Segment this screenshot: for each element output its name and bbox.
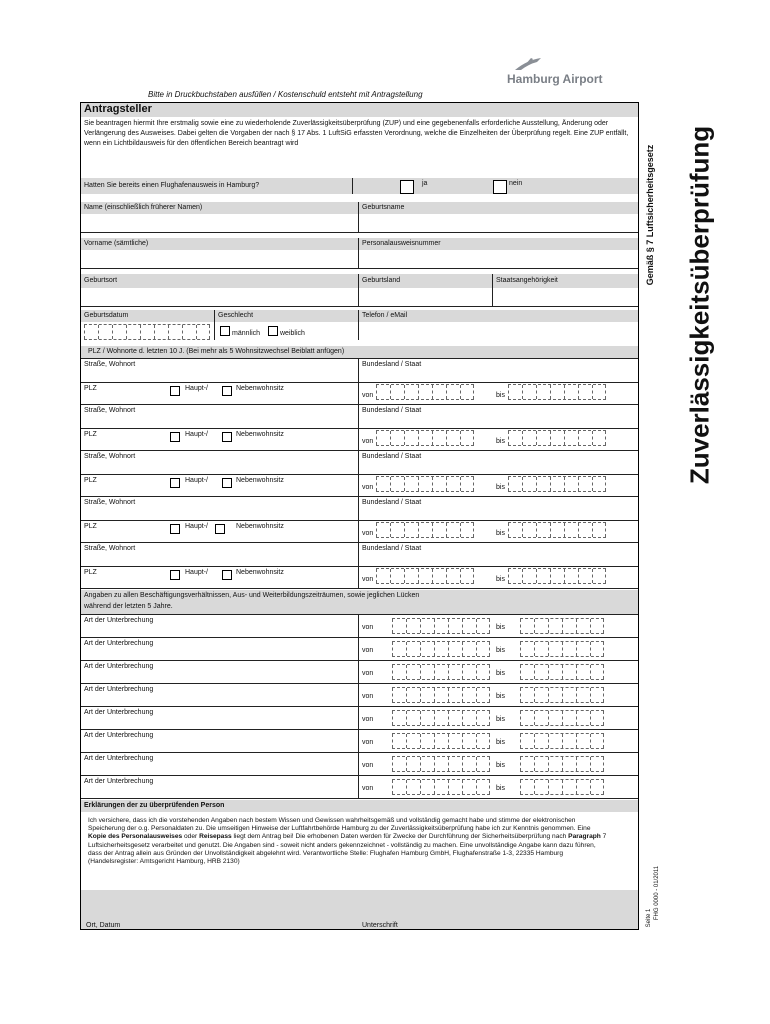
main-residence-label: Haupt-/ xyxy=(185,431,208,438)
to-label: bis xyxy=(496,739,505,746)
to-label: bis xyxy=(496,647,505,654)
divider xyxy=(81,450,638,451)
declaration-text xyxy=(88,817,608,866)
from-label: von xyxy=(362,739,374,746)
secondary-residence-label: Nebenwohnsitz xyxy=(236,523,284,530)
divider xyxy=(358,450,359,496)
birth-name-label: Geburtsname xyxy=(362,204,405,211)
female-checkbox[interactable] xyxy=(268,326,278,336)
to-date-field[interactable] xyxy=(520,687,604,703)
state-label: Bundesland / Staat xyxy=(362,453,422,460)
divider xyxy=(358,614,359,637)
divider xyxy=(81,382,638,383)
to-label: bis xyxy=(496,530,505,537)
first-name-label-bar xyxy=(81,238,638,250)
divider xyxy=(358,404,359,450)
state-field[interactable] xyxy=(360,462,637,474)
state-label: Bundesland / Staat xyxy=(362,545,422,552)
divider xyxy=(214,310,215,340)
to-label: bis xyxy=(496,392,505,399)
main-residence-checkbox[interactable] xyxy=(170,386,180,396)
divider xyxy=(81,566,638,567)
from-label: von xyxy=(362,530,374,537)
form-code: FHG 0000 - 01/2011 xyxy=(654,865,660,921)
divider xyxy=(358,542,359,588)
phone-field[interactable] xyxy=(359,322,638,340)
from-date-field[interactable] xyxy=(376,476,474,492)
to-date-field[interactable] xyxy=(520,733,604,749)
divider xyxy=(81,637,638,638)
to-date-field[interactable] xyxy=(508,384,606,400)
yes-checkbox[interactable] xyxy=(400,180,414,194)
secondary-residence-label: Nebenwohnsitz xyxy=(236,477,284,484)
declaration-part: Ich versichere, dass ich die vorstehenden Angaben nach bestem Wissen und Gewissen wahrheitsgemäß und vollständig gemacht habe und stimme der elektronischen Speicherung der o.g. Personaldaten zu. Die umseitigen Hinweise der Luftfahrtbehörde Hamburg zu der Zuverlässigkeitsüberprüfung habe ich zur Kenntnis genommen. Eine xyxy=(88,817,591,833)
street-field[interactable] xyxy=(82,416,357,428)
gender-label: Geschlecht xyxy=(218,312,254,319)
interruption-type-label: Art der Unterbrechung xyxy=(84,709,154,716)
street-field[interactable] xyxy=(82,462,357,474)
divider xyxy=(358,660,359,683)
from-date-field[interactable] xyxy=(376,522,474,538)
from-label: von xyxy=(362,647,374,654)
side-subtitle-wrap xyxy=(640,120,660,315)
divider xyxy=(81,798,638,799)
applicant-heading: Antragsteller xyxy=(84,103,152,115)
divider xyxy=(81,404,638,405)
airport-logo xyxy=(505,56,615,96)
page-info xyxy=(643,858,667,928)
to-date-field[interactable] xyxy=(508,522,606,538)
applicant-intro: Sie beantragen hiermit Ihre erstmalig sowie eine zu wiederholende Zuverlässigkeitsüberprüfung (ZUP) und eine gegebenenfalls erforderliche Ausstellung, Änderung oder Verlängerung des Ausweises. Dabei gelten die Vorgaben der nach § 17 Abs. 1 LuftSiG erfassten Verordnung, welche die Einzelheiten der Überprüfung regelt. Eine ZUP entfällt, wenn ein Lichtbildausweis für den öffentlichen Bereich beantragt wird xyxy=(84,120,629,147)
street-label: Straße, Wohnort xyxy=(84,453,136,460)
nationality-label: Staatsangehörigkeit xyxy=(496,277,558,284)
secondary-residence-checkbox[interactable] xyxy=(222,386,232,396)
divider xyxy=(358,496,359,542)
male-label: männlich xyxy=(232,330,261,337)
interruption-type-label: Art der Unterbrechung xyxy=(84,755,154,762)
divider xyxy=(81,306,638,307)
name-label: Name (einschließlich früherer Namen) xyxy=(84,204,203,211)
secondary-residence-label: Nebenwohnsitz xyxy=(236,385,284,392)
zip-label: PLZ xyxy=(84,569,97,576)
residence-heading: PLZ / Wohnorte d. letzten 10 J. (Bei mehr als 5 Wohnsitzwechsel Beiblatt anfügen) xyxy=(88,348,345,355)
street-label: Straße, Wohnort xyxy=(84,407,136,414)
secondary-residence-checkbox[interactable] xyxy=(222,478,232,488)
birth-date-label-bar xyxy=(81,310,638,322)
yes-label: ja xyxy=(422,180,428,187)
zip-label: PLZ xyxy=(84,523,97,530)
secondary-residence-checkbox[interactable] xyxy=(215,524,225,534)
main-residence-checkbox[interactable] xyxy=(170,570,180,580)
employment-heading: Angaben zu allen Beschäftigungsverhältnissen, Aus- und Weiterbildungszeiträumen, sowie jeglichen Lücken xyxy=(84,592,420,599)
to-date-field[interactable] xyxy=(508,568,606,584)
id-number-label: Personalausweisnummer xyxy=(362,240,441,247)
divider xyxy=(81,706,638,707)
to-date-field[interactable] xyxy=(508,430,606,446)
divider xyxy=(81,496,638,497)
first-name-label: Vorname (sämtliche) xyxy=(84,240,149,247)
from-label: von xyxy=(362,392,374,399)
street-field[interactable] xyxy=(82,370,357,382)
from-date-field[interactable] xyxy=(392,710,490,726)
from-date-field[interactable] xyxy=(392,756,490,772)
divider xyxy=(358,683,359,706)
to-date-field[interactable] xyxy=(520,710,604,726)
interruption-type-field[interactable] xyxy=(82,763,357,774)
birth-country-label: Geburtsland xyxy=(362,277,401,284)
main-residence-checkbox[interactable] xyxy=(170,478,180,488)
from-date-field[interactable] xyxy=(376,430,474,446)
side-title xyxy=(680,105,720,505)
main-residence-label: Haupt-/ xyxy=(185,385,208,392)
street-label: Straße, Wohnort xyxy=(84,361,136,368)
employment-heading-2: während der letzten 5 Jahre. xyxy=(84,603,173,610)
birth-place-label: Geburtsort xyxy=(84,277,118,284)
id-number-field[interactable] xyxy=(359,250,638,268)
divider xyxy=(358,706,359,729)
signature-field[interactable] xyxy=(360,893,630,919)
to-label: bis xyxy=(496,484,505,491)
secondary-residence-checkbox[interactable] xyxy=(222,432,232,442)
state-label: Bundesland / Staat xyxy=(362,407,422,414)
form-title: Zuverlässigkeitsüberprüfung xyxy=(684,125,715,485)
secondary-residence-label: Nebenwohnsitz xyxy=(236,431,284,438)
from-label: von xyxy=(362,670,374,677)
from-date-field[interactable] xyxy=(376,384,474,400)
from-label: von xyxy=(362,576,374,583)
divider xyxy=(358,775,359,798)
interruption-type-label: Art der Unterbrechung xyxy=(84,663,154,670)
divider xyxy=(81,542,638,543)
applicant-heading-bar xyxy=(81,103,638,117)
logo-text: Hamburg Airport xyxy=(507,72,603,86)
nationality-field[interactable] xyxy=(493,288,638,306)
from-date-field[interactable] xyxy=(392,687,490,703)
page-number: Seite 1 xyxy=(646,908,652,928)
divider xyxy=(81,232,638,233)
state-field[interactable] xyxy=(360,508,637,520)
divider xyxy=(358,637,359,660)
from-label: von xyxy=(362,693,374,700)
from-date-field[interactable] xyxy=(392,664,490,680)
from-date-field[interactable] xyxy=(392,779,490,795)
to-label: bis xyxy=(496,576,505,583)
divider xyxy=(81,428,638,429)
divider xyxy=(81,614,638,615)
main-residence-checkbox[interactable] xyxy=(170,524,180,534)
divider xyxy=(352,178,353,194)
to-label: bis xyxy=(496,438,505,445)
name-field[interactable] xyxy=(81,214,358,232)
to-label: bis xyxy=(496,624,505,631)
from-date-field[interactable] xyxy=(392,733,490,749)
divider xyxy=(81,729,638,730)
to-date-field[interactable] xyxy=(520,618,604,634)
declaration-bold: Paragraph xyxy=(568,833,601,841)
zip-label: PLZ xyxy=(84,385,97,392)
from-label: von xyxy=(362,484,374,491)
no-label: nein xyxy=(509,180,523,187)
divider xyxy=(81,588,638,589)
phone-label: Telefon / eMail xyxy=(362,312,408,319)
main-residence-label: Haupt-/ xyxy=(185,523,208,530)
declaration-bold: Reisepass xyxy=(199,833,232,841)
secondary-residence-label: Nebenwohnsitz xyxy=(236,569,284,576)
interruption-type-field[interactable] xyxy=(82,671,357,682)
interruption-type-field[interactable] xyxy=(82,740,357,751)
from-label: von xyxy=(362,785,374,792)
to-date-field[interactable] xyxy=(520,641,604,657)
to-date-field[interactable] xyxy=(520,779,604,795)
birth-country-field[interactable] xyxy=(359,288,492,306)
male-checkbox[interactable] xyxy=(220,326,230,336)
interruption-type-label: Art der Unterbrechung xyxy=(84,640,154,647)
declaration-part: 7 Luftsicherheitsgesetz verarbeitet und genutzt. Die Angaben sind - soweit nicht anders gekennzeichnet - vollständig zu machen. Eine unvollständige Angabe kann dazu führen, dass der Antrag allein aus Gründen der Unvollständigkeit abgelehnt wird. Verantwortliche Stelle: Flughafen Hamburg GmbH, Flughafenstraße 1-3, 22335 Hamburg (Handelsregister: Amtsgericht Hamburg, HRB 2130) xyxy=(88,833,607,866)
from-label: von xyxy=(362,438,374,445)
to-date-field[interactable] xyxy=(520,664,604,680)
instruction-text: Bitte in Druckbuchstaben ausfüllen / Kostenschuld entsteht mit Antragstellung xyxy=(148,90,423,99)
interruption-type-field[interactable] xyxy=(82,694,357,705)
divider xyxy=(81,268,638,269)
state-field[interactable] xyxy=(360,554,637,566)
form-subtitle: Gemäß § 7 Luftsicherheitsgesetz xyxy=(645,144,655,286)
divider xyxy=(358,729,359,752)
from-label: von xyxy=(362,762,374,769)
state-label: Bundesland / Staat xyxy=(362,499,422,506)
interruption-type-label: Art der Unterbrechung xyxy=(84,732,154,739)
zip-label: PLZ xyxy=(84,431,97,438)
interruption-type-label: Art der Unterbrechung xyxy=(84,617,154,624)
divider xyxy=(81,660,638,661)
birth-name-field[interactable] xyxy=(359,214,638,232)
divider xyxy=(358,752,359,775)
declaration-part: oder xyxy=(182,833,200,841)
from-date-field[interactable] xyxy=(392,641,490,657)
street-field[interactable] xyxy=(82,554,357,566)
interruption-type-field[interactable] xyxy=(82,786,357,797)
female-label: weiblich xyxy=(280,330,305,337)
interruption-type-field[interactable] xyxy=(82,648,357,659)
divider xyxy=(81,358,638,359)
state-label: Bundesland / Staat xyxy=(362,361,422,368)
declaration-bold: Kopie des Personalausweises xyxy=(88,833,183,841)
to-label: bis xyxy=(496,716,505,723)
from-date-field[interactable] xyxy=(376,568,474,584)
to-date-field[interactable] xyxy=(520,756,604,772)
main-residence-label: Haupt-/ xyxy=(185,569,208,576)
interruption-type-label: Art der Unterbrechung xyxy=(84,778,154,785)
interruption-type-field[interactable] xyxy=(82,625,357,636)
birth-place-field[interactable] xyxy=(81,288,358,306)
to-label: bis xyxy=(496,762,505,769)
place-date-label: Ort, Datum xyxy=(86,922,121,929)
question-label: Hatten Sie bereits einen Flughafenausweis in Hamburg? xyxy=(84,182,260,189)
birth-date-field[interactable] xyxy=(84,324,210,340)
birth-date-label: Geburtsdatum xyxy=(84,312,129,319)
zip-label: PLZ xyxy=(84,477,97,484)
from-date-field[interactable] xyxy=(392,618,490,634)
signature-label: Unterschrift xyxy=(362,922,398,929)
main-residence-label: Haupt-/ xyxy=(185,477,208,484)
first-name-field[interactable] xyxy=(81,250,358,268)
from-label: von xyxy=(362,624,374,631)
divider xyxy=(81,474,638,475)
state-field[interactable] xyxy=(360,416,637,428)
from-label: von xyxy=(362,716,374,723)
state-field[interactable] xyxy=(360,370,637,382)
main-residence-checkbox[interactable] xyxy=(170,432,180,442)
no-checkbox[interactable] xyxy=(493,180,507,194)
secondary-residence-checkbox[interactable] xyxy=(222,570,232,580)
declaration-heading: Erklärungen der zu überprüfenden Person xyxy=(84,802,225,809)
divider xyxy=(358,358,359,404)
street-label: Straße, Wohnort xyxy=(84,545,136,552)
street-label: Straße, Wohnort xyxy=(84,499,136,506)
interruption-type-field[interactable] xyxy=(82,717,357,728)
divider xyxy=(81,752,638,753)
to-label: bis xyxy=(496,670,505,677)
interruption-type-label: Art der Unterbrechung xyxy=(84,686,154,693)
place-date-field[interactable] xyxy=(84,893,354,919)
to-date-field[interactable] xyxy=(508,476,606,492)
to-label: bis xyxy=(496,693,505,700)
street-field[interactable] xyxy=(82,508,357,520)
divider xyxy=(81,683,638,684)
declaration-part: liegt dem Antrag bei! Die erhobenen Daten werden für Zwecke der Durchführung der Sicherheitsüberprüfung nach xyxy=(231,833,569,841)
divider xyxy=(81,520,638,521)
divider xyxy=(81,775,638,776)
to-label: bis xyxy=(496,785,505,792)
